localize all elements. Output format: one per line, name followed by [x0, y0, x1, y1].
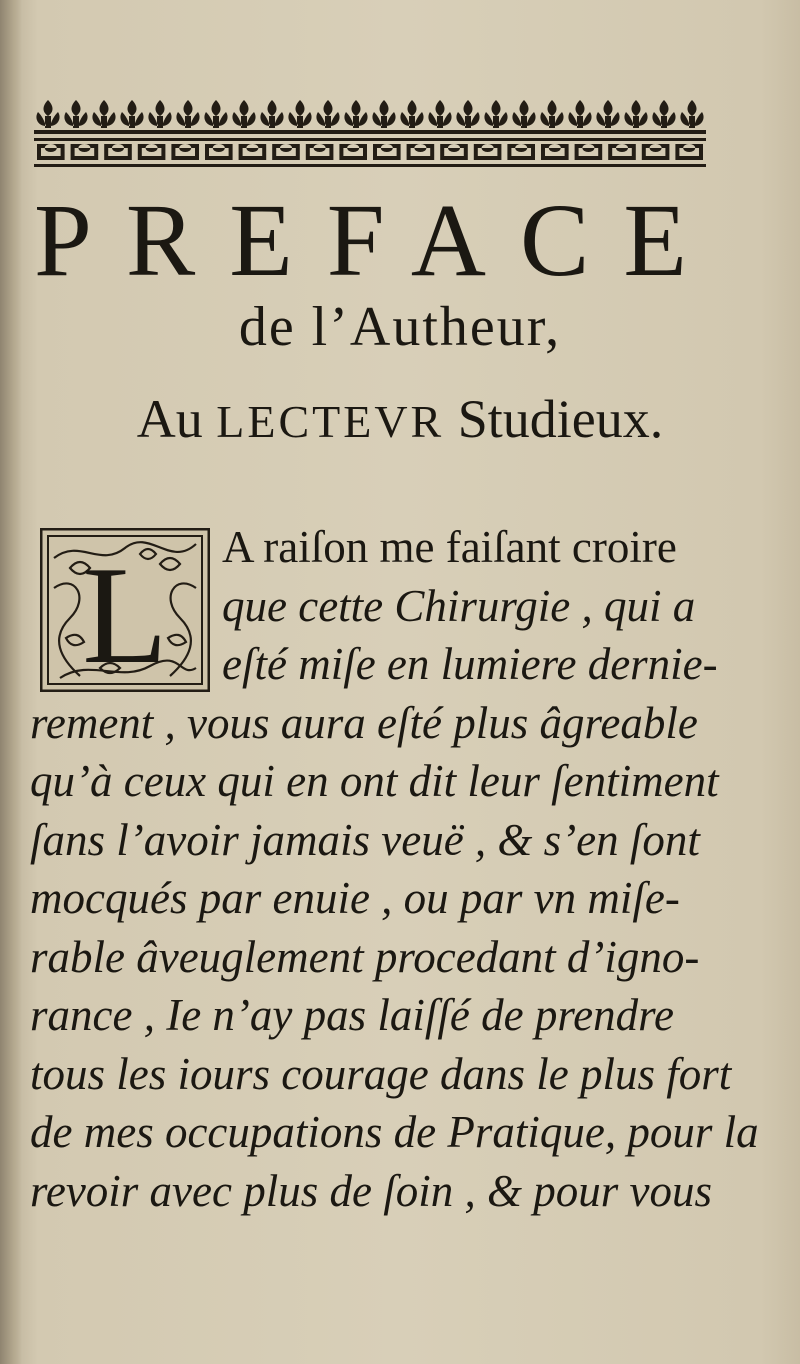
text-line: tous les iours courage dans le plus fort	[30, 1048, 732, 1099]
text-line: revoir avec plus de ſoin , & pour vous	[30, 1165, 712, 1216]
text-line: ſans l’avoir jamais veuë , & s’en ſont	[30, 814, 700, 865]
page-gutter-shadow	[0, 0, 22, 1364]
page-title: PREFACE	[34, 183, 721, 298]
text-line: rable âveuglement procedant d’igno-	[30, 931, 700, 982]
text-line: de mes occupations de Pratique, pour la	[30, 1107, 759, 1157]
dropcap-letter: L	[82, 538, 168, 692]
text-line: eſté miſe en lumiere dernie-	[222, 639, 718, 689]
text-line: qu’à ceux qui en ont dit leur ſentiment	[30, 756, 719, 806]
dedication-suffix: Studieux.	[457, 389, 664, 449]
text-line: rement , vous aura eſté plus âgreable	[30, 697, 698, 748]
body-paragraph	[30, 518, 759, 1220]
text-line: mocqués par enuie , ou par vn miſe-	[30, 873, 680, 923]
text-line: A raiſon me faiſant croire	[222, 522, 677, 572]
text-line: rance , Ie n’ay pas laiſſé de prendre	[30, 990, 674, 1040]
page-subtitle: de l’Autheur,	[238, 296, 562, 358]
decorative-headpiece	[34, 92, 706, 172]
dedication-prefix: Au	[136, 389, 203, 449]
text-line: que cette Chirurgie , qui a	[222, 580, 696, 631]
dedication-small-caps: LECTEVR	[216, 396, 445, 447]
dedication-line	[0, 386, 800, 455]
